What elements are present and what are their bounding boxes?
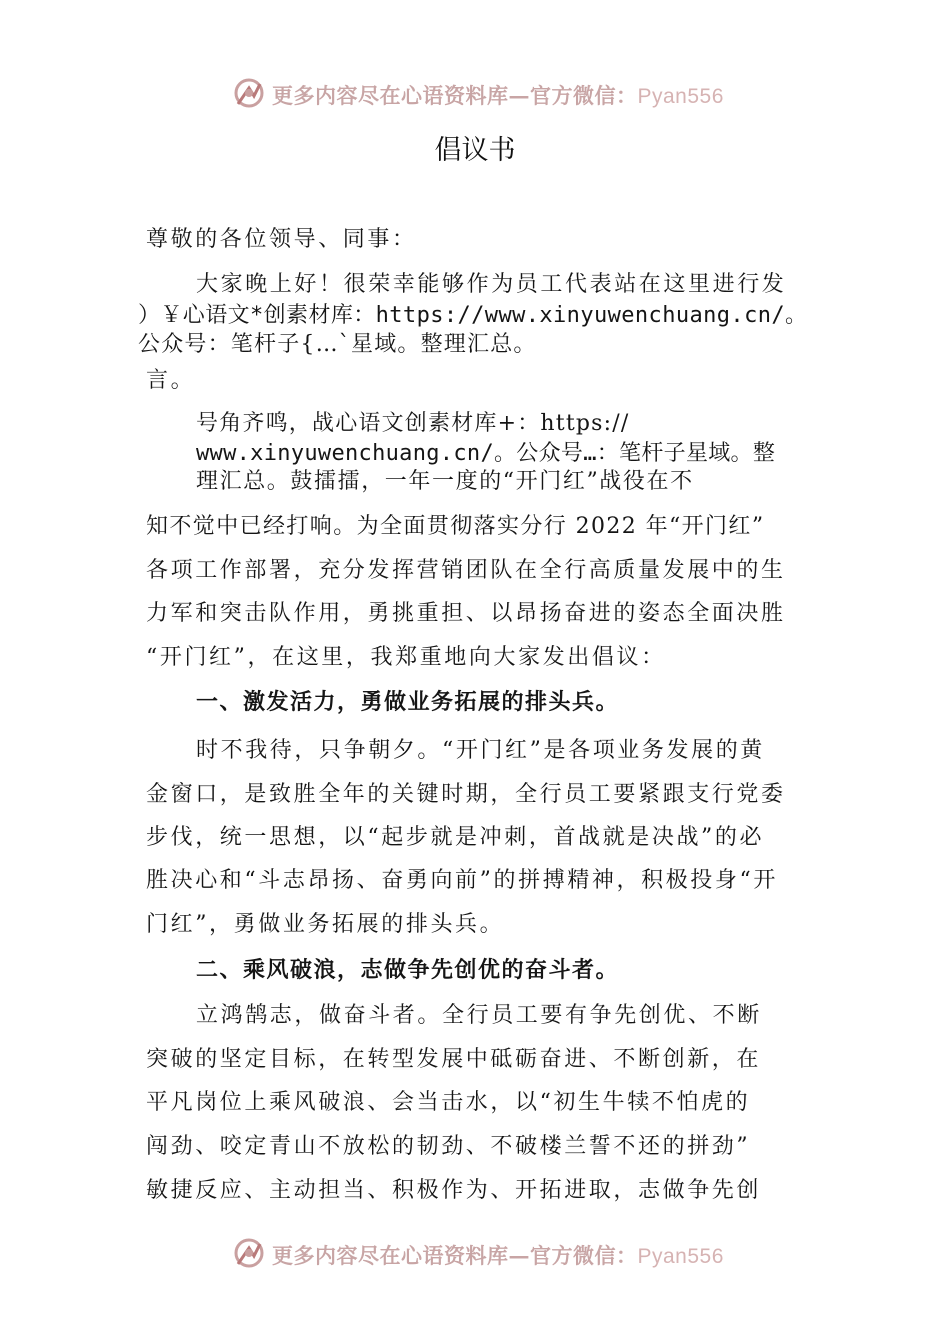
salutation: 尊敬的各位领导、同事：	[146, 227, 417, 252]
body-line: 步伐，统一思想，以“起步就是冲刺，首战就是决战”的必	[146, 825, 765, 850]
body-line: 平凡岗位上乘风破浪、会当击水，以“初生牛犊不怕虎的	[146, 1090, 751, 1115]
body-line: 知不觉中已经打响。为全面贯彻落实分行 2022 年“开门红”	[146, 514, 765, 539]
page-title: 倡议书	[434, 135, 516, 166]
body-line: 号角齐鸣，战心语文创素材库+：https://	[196, 411, 630, 436]
watermark-text: 更多内容尽在心语资料库—官方微信：Pyan556	[272, 83, 724, 108]
wechat-id: Pyan556	[637, 85, 724, 108]
body-line: 敏捷反应、主动担当、积极作为、开拓进取，志做争先创	[146, 1178, 762, 1203]
watermark-text: 更多内容尽在心语资料库—官方微信：Pyan556	[272, 1243, 724, 1268]
body-line: 金窗口，是致胜全年的关键时期，全行员工要紧跟支行党委	[146, 782, 786, 807]
body-line: 大家晚上好！很荣幸能够作为员工代表站在这里进行发	[196, 272, 787, 297]
body-line: ）￥心语文*创素材库：https://www.xinyuwenchuang.cn/。	[138, 303, 808, 328]
body-line: 各项工作部署，充分发挥营销团队在全行高质量发展中的生	[146, 558, 786, 583]
logo-icon	[232, 76, 266, 110]
body-line: 突破的坚定目标，在转型发展中砥砺奋进、不断创新，在	[146, 1047, 762, 1072]
top-watermark-banner	[0, 72, 950, 112]
body-line: 闯劲、咬定青山不放松的韧劲、不破楼兰誓不还的拼劲”	[146, 1134, 751, 1159]
bottom-watermark-banner	[0, 1232, 950, 1272]
wechat-id: Pyan556	[637, 1245, 724, 1268]
body-line: 时不我待，只争朝夕。“开门红”是各项业务发展的黄	[196, 738, 765, 763]
body-line: 胜决心和“斗志昂扬、奋勇向前”的拼搏精神，积极投身“开	[146, 868, 778, 893]
body-line: 理汇总。鼓擂擂，一年一度的“开门红”战役在不	[196, 469, 694, 494]
body-line: 力军和突击队作用，勇挑重担、以昂扬奋进的姿态全面决胜	[146, 601, 786, 626]
body-line: www.xinyuwenchuang.cn/。公众号…：笔杆子星域。整	[196, 441, 776, 466]
logo-icon	[232, 1236, 266, 1270]
section-heading-2: 二、乘风破浪，志做争先创优的奋斗者。	[196, 958, 620, 983]
body-line: 公众号：笔杆子{…`星域。整理汇总。	[138, 332, 537, 357]
body-line: 门红”，勇做业务拓展的排头兵。	[146, 912, 505, 937]
body-line: 言。	[146, 368, 196, 393]
body-line: “开门红”，在这里，我郑重地向大家发出倡议：	[146, 645, 666, 670]
section-heading-1: 一、激发活力，勇做业务拓展的排头兵。	[196, 690, 620, 715]
body-line: 立鸿鹄志，做奋斗者。全行员工要有争先创优、不断	[196, 1003, 762, 1028]
